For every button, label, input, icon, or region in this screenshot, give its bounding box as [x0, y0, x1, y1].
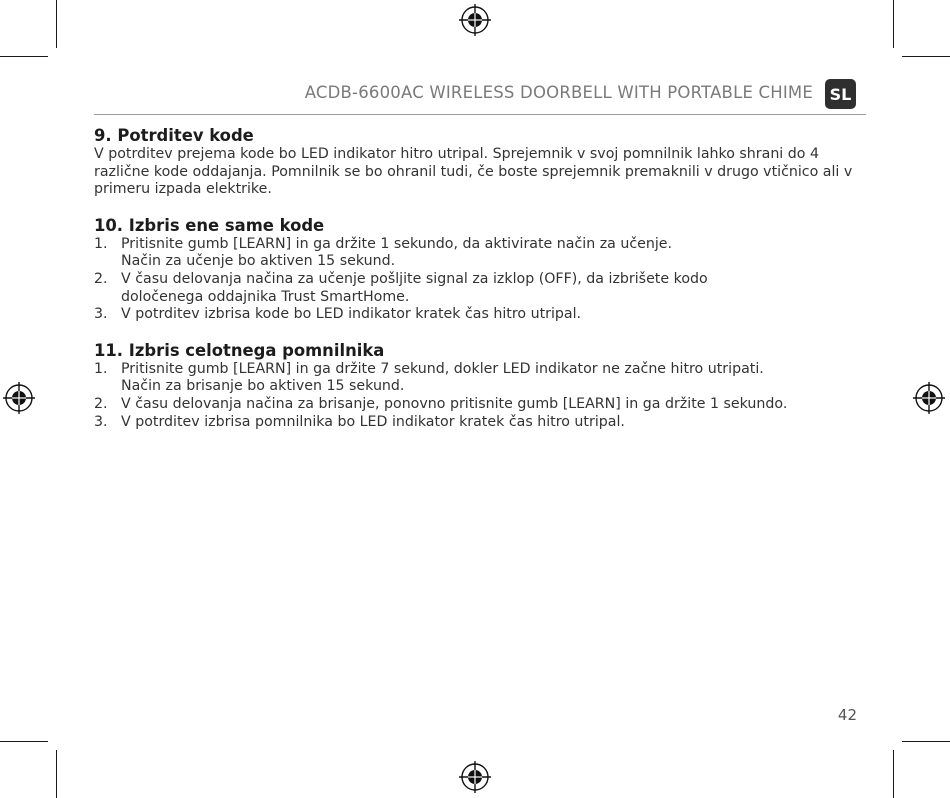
language-badge: SL	[825, 79, 856, 109]
step-number: 2.	[94, 270, 108, 287]
step-number: 1.	[94, 360, 108, 377]
crop-mark-bottom-left	[56, 750, 57, 798]
registration-mark-bottom-icon	[459, 761, 491, 793]
list-item	[94, 414, 854, 432]
section-paragraph: V potrditev prejema kode bo LED indikator hitro utripal. Sprejemnik v svoj pomnilnik lahko shrani do 4 različne kode oddajanja. Pomnilnik se bo ohranil tudi, če boste sprejemnik premaknili v drugo vtičnico ali v primeru izpada elektrike.	[94, 146, 853, 198]
section-delete-memory	[94, 341, 854, 431]
crop-mark-bottom-left-h	[0, 741, 48, 742]
list-item	[94, 271, 854, 306]
section-heading: 10. Izbris ene same kode	[94, 215, 325, 235]
steps-list	[94, 361, 854, 431]
registration-mark-left-icon	[3, 382, 35, 414]
list-item	[94, 306, 854, 324]
manual-content	[94, 126, 854, 448]
step-number: 2.	[94, 395, 108, 412]
steps-list	[94, 236, 854, 324]
section-code-confirmation	[94, 126, 854, 199]
crop-mark-top-right-h	[902, 56, 950, 57]
step-number: 3.	[94, 306, 108, 323]
list-item	[94, 361, 854, 396]
step-text: Pritisnite gumb [LEARN] in ga držite 7 sekund, dokler LED indikator ne začne hitro utripati. Način za brisanje bo aktiven 15 sekund.	[121, 360, 764, 395]
header-divider	[94, 114, 866, 115]
step-text: V času delovanja načina za brisanje, ponovno pritisnite gumb [LEARN] in ga držite 1 sekundo.	[121, 395, 788, 412]
crop-mark-top-left-h	[0, 56, 48, 57]
step-text: Pritisnite gumb [LEARN] in ga držite 1 sekundo, da aktivirate način za učenje. Način za učenje bo aktiven 15 sekund.	[121, 235, 673, 270]
section-heading: 11. Izbris celotnega pomnilnika	[94, 340, 385, 360]
section-delete-single-code	[94, 216, 854, 324]
crop-mark-top-left	[56, 0, 57, 48]
document-header-title: ACDB-6600AC WIRELESS DOORBELL WITH PORTABLE CHIME	[304, 83, 813, 102]
step-number: 3.	[94, 413, 108, 430]
list-item	[94, 396, 854, 414]
registration-mark-right-icon	[913, 382, 945, 414]
section-heading: 9. Potrditev kode	[94, 126, 254, 145]
step-text: V času delovanja načina za učenje pošljite signal za izklop (OFF), da izbrišete kodo določenega oddajnika Trust SmartHome.	[121, 270, 708, 305]
crop-mark-bottom-right-h	[902, 741, 950, 742]
registration-mark-top-icon	[459, 4, 491, 36]
crop-mark-top-right	[893, 0, 894, 48]
list-item	[94, 236, 854, 271]
page-number: 42	[837, 706, 857, 724]
step-number: 1.	[94, 235, 108, 252]
step-text: V potrditev izbrisa kode bo LED indikator kratek čas hitro utripal.	[121, 306, 582, 323]
crop-mark-bottom-right	[893, 750, 894, 798]
step-text: V potrditev izbrisa pomnilnika bo LED indikator kratek čas hitro utripal.	[121, 413, 625, 430]
